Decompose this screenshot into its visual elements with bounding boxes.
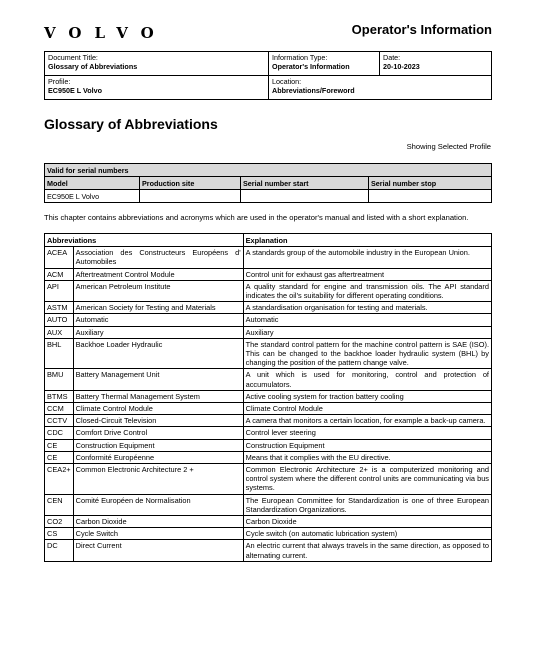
abbreviation-cell: CEA2+ (45, 464, 74, 495)
explanation-cell: Climate Control Module (243, 403, 491, 415)
explanation-cell: Automatic (243, 314, 491, 326)
abbreviation-cell: CEN (45, 494, 74, 515)
explanation-cell: A standards group of the automobile industry in the European Union. (243, 247, 491, 268)
explanation-cell: A standardisation organisation for testing and materials. (243, 302, 491, 314)
full-name-cell: Automatic (73, 314, 243, 326)
full-name-cell: Aftertreatment Control Module (73, 268, 243, 280)
table-row (45, 464, 492, 495)
doc-title-cell (45, 52, 269, 76)
serial-header-production-site: Production site (140, 177, 241, 190)
full-name-cell: Battery Thermal Management System (73, 390, 243, 402)
serial-start-value (241, 190, 369, 203)
explanation-cell: The standard control pattern for the machine control pattern is SAE (ISO). This can be changed to the backhoe loader hydraulic system (BHL) by changing the position of the pattern change valve. (243, 338, 491, 369)
abbreviation-cell: API (45, 280, 74, 301)
table-row (45, 390, 492, 402)
document-info-table (44, 51, 492, 100)
explanation-cell: Control unit for exhaust gas aftertreatment (243, 268, 491, 280)
doc-title-label: Document Title: (48, 53, 98, 62)
serial-model-value: EC950E L Volvo (45, 190, 140, 203)
profile-cell (45, 76, 269, 100)
intro-text: This chapter contains abbreviations and acronyms which are used in the operator's manual and listed with a short explanation. (44, 213, 469, 222)
document-type-heading: Operator's Information (351, 22, 492, 37)
abbreviation-cell: CO2 (45, 516, 74, 528)
explanation-cell: A unit which is used for monitoring, control and protection of accumulators. (243, 369, 491, 390)
serial-numbers-table (44, 163, 492, 203)
abbreviation-cell: AUTO (45, 314, 74, 326)
table-row (45, 280, 492, 301)
abbreviation-cell: CDC (45, 427, 74, 439)
explanation-header: Explanation (243, 234, 491, 247)
explanation-cell: Cycle switch (on automatic lubrication system) (243, 528, 491, 540)
full-name-cell: Battery Management Unit (73, 369, 243, 390)
page-title: Glossary of Abbreviations (44, 116, 218, 132)
full-name-cell: Auxiliary (73, 326, 243, 338)
full-name-cell: Construction Equipment (73, 439, 243, 451)
full-name-cell: Comité Européen de Normalisation (73, 494, 243, 515)
table-row (45, 451, 492, 463)
abbreviation-cell: CCTV (45, 415, 74, 427)
serial-header-stop: Serial number stop (369, 177, 492, 190)
abbreviation-cell: CE (45, 439, 74, 451)
location-label: Location: (272, 77, 302, 86)
explanation-cell: Common Electronic Architecture 2+ is a computerized monitoring and control system where the different control units are communicating via bus systems. (243, 464, 491, 495)
serial-site-value (140, 190, 241, 203)
table-row (45, 540, 492, 561)
full-name-cell: Closed-Circuit Television (73, 415, 243, 427)
table-row (45, 415, 492, 427)
table-row (45, 516, 492, 528)
abbreviation-cell: AUX (45, 326, 74, 338)
full-name-cell: Direct Current (73, 540, 243, 561)
location-cell (269, 76, 492, 100)
explanation-cell: The European Committee for Standardization is one of three European Standardization Organizations. (243, 494, 491, 515)
doc-title-value: Glossary of Abbreviations (48, 62, 138, 71)
abbreviation-cell: CS (45, 528, 74, 540)
abbreviations-header: Abbreviations (45, 234, 244, 247)
page-header (44, 22, 492, 42)
profile-note: Showing Selected Profile (406, 142, 491, 151)
abbreviation-cell: CE (45, 451, 74, 463)
abbreviation-cell: DC (45, 540, 74, 561)
table-row (45, 314, 492, 326)
table-row (45, 439, 492, 451)
full-name-cell: Cycle Switch (73, 528, 243, 540)
profile-label: Profile: (48, 77, 71, 86)
abbreviations-table-body (45, 247, 492, 562)
serial-header-start: Serial number start (241, 177, 369, 190)
table-row (45, 247, 492, 268)
table-row (45, 268, 492, 280)
explanation-cell: An electric current that always travels in the same direction, as opposed to alternating current. (243, 540, 491, 561)
date-cell (380, 52, 492, 76)
full-name-cell: Conformité Européenne (73, 451, 243, 463)
date-value: 20-10-2023 (383, 62, 420, 71)
explanation-cell: A quality standard for engine and transmission oils. The API standard indicates the oil's suitability for different operating conditions. (243, 280, 491, 301)
explanation-cell: A camera that monitors a certain location, for example a back-up camera. (243, 415, 491, 427)
full-name-cell: Common Electronic Architecture 2 + (73, 464, 243, 495)
abbreviation-cell: ACEA (45, 247, 74, 268)
serial-caption: Valid for serial numbers (45, 164, 492, 177)
abbreviation-cell: ASTM (45, 302, 74, 314)
abbreviations-table (44, 233, 492, 562)
table-row (45, 528, 492, 540)
full-name-cell: Backhoe Loader Hydraulic (73, 338, 243, 369)
date-label: Date: (383, 53, 401, 62)
serial-stop-value (369, 190, 492, 203)
abbreviation-cell: BMU (45, 369, 74, 390)
abbreviation-cell: CCM (45, 403, 74, 415)
full-name-cell: Comfort Drive Control (73, 427, 243, 439)
explanation-cell: Carbon Dioxide (243, 516, 491, 528)
abbreviation-cell: BHL (45, 338, 74, 369)
brand-logo: VOLVO (44, 24, 167, 42)
explanation-cell: Construction Equipment (243, 439, 491, 451)
full-name-cell: Climate Control Module (73, 403, 243, 415)
table-row (45, 326, 492, 338)
location-value: Abbreviations/Foreword (272, 86, 355, 95)
full-name-cell: Association des Constructeurs Européens d' Automobiles (73, 247, 243, 268)
table-row (45, 369, 492, 390)
full-name-cell: Carbon Dioxide (73, 516, 243, 528)
explanation-cell: Means that it complies with the EU directive. (243, 451, 491, 463)
info-type-cell (269, 52, 380, 76)
full-name-cell: American Petroleum Institute (73, 280, 243, 301)
explanation-cell: Control lever steering (243, 427, 491, 439)
abbreviation-cell: BTMS (45, 390, 74, 402)
abbreviation-cell: ACM (45, 268, 74, 280)
profile-value: EC950E L Volvo (48, 86, 103, 95)
table-row (45, 403, 492, 415)
table-row (45, 338, 492, 369)
serial-header-model: Model (45, 177, 140, 190)
table-row (45, 427, 492, 439)
explanation-cell: Auxiliary (243, 326, 491, 338)
table-row (45, 494, 492, 515)
info-type-value: Operator's Information (272, 62, 350, 71)
info-type-label: Information Type: (272, 53, 328, 62)
full-name-cell: American Society for Testing and Materials (73, 302, 243, 314)
table-row (45, 302, 492, 314)
explanation-cell: Active cooling system for traction battery cooling (243, 390, 491, 402)
